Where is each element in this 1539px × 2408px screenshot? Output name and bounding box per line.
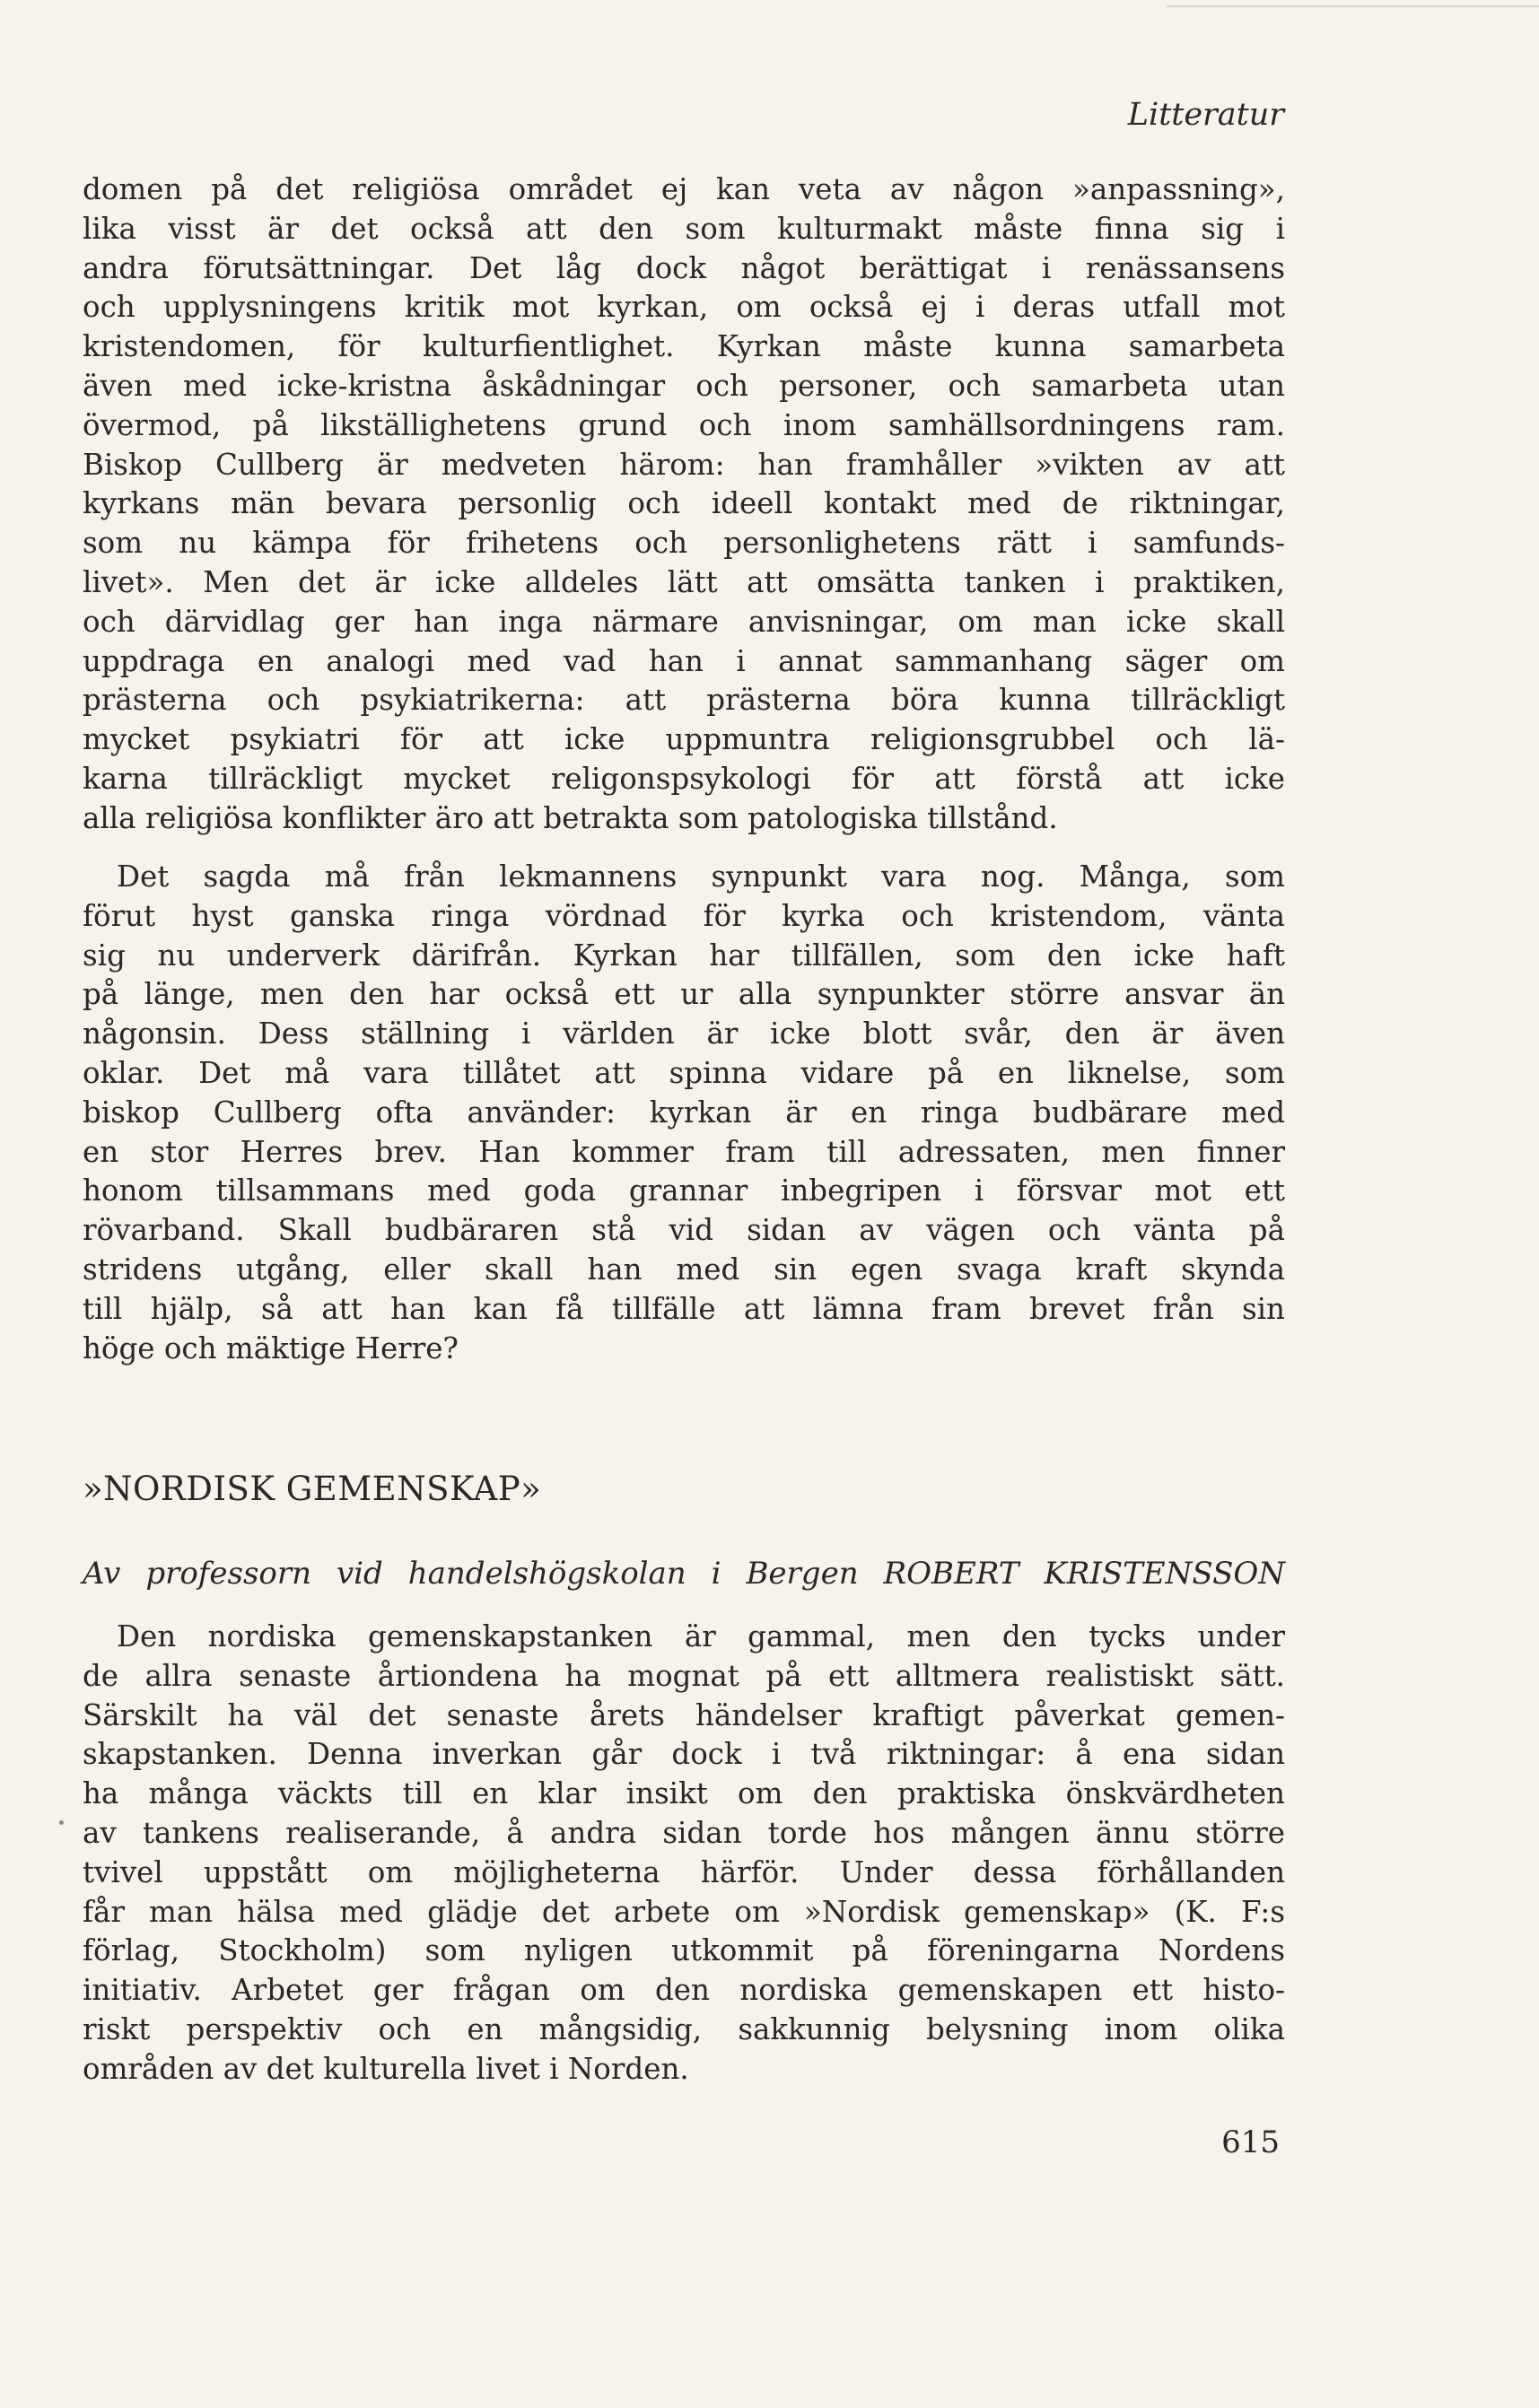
text-line: får man hälsa med glädje det arbete om »Nordisk gemenskap» (K. F:s <box>83 1894 1285 1929</box>
section-title: »NORDISK GEMENSKAP» <box>83 1470 542 1508</box>
text-line: lika visst är det också att den som kulturmakt måste finna sig i <box>83 211 1285 246</box>
page-number: 615 <box>1221 2124 1280 2160</box>
text-line: livet». Men det är icke alldeles lätt att omsätta tanken i praktiken, <box>83 564 1285 599</box>
text-line: kyrkans män bevara personlig och ideell kontakt med de riktningar, <box>83 486 1285 521</box>
text-line: en stor Herres brev. Han kommer fram till adressaten, men finner <box>83 1134 1285 1169</box>
print-speck <box>59 1820 64 1825</box>
text-line: områden av det kulturella livet i Norden. <box>83 2051 689 2086</box>
text-line: någonsin. Dess ställning i världen är icke blott svår, den är även <box>83 1016 1285 1051</box>
text-line: Biskop Cullberg är medveten härom: han framhåller »vikten av att <box>83 447 1285 482</box>
text-line: höge och mäktige Herre? <box>83 1331 459 1365</box>
text-line: och upplysningens kritik mot kyrkan, om också ej i deras utfall mot <box>83 290 1285 325</box>
text-line: initiativ. Arbetet ger frågan om den nordiska gemenskapen ett histo- <box>83 1973 1285 2008</box>
text-line: biskop Cullberg ofta använder: kyrkan är en ringa budbärare med <box>83 1095 1285 1130</box>
text-line: av tankens realiserande, å andra sidan torde hos mången ännu större <box>83 1815 1285 1850</box>
text-line: övermod, på likställighetens grund och inom samhällsordningens ram. <box>83 407 1285 442</box>
paragraph-1 <box>83 170 1285 839</box>
text-line: till hjälp, så att han kan få tillfälle att lämna fram brevet från sin <box>83 1291 1285 1326</box>
text-line: alla religiösa konflikter äro att betrakta som patologiska tillstånd. <box>83 800 1058 835</box>
author-byline: Av professorn vid handelshögskolan i Bergen ROBERT KRISTENSSON <box>83 1556 1285 1592</box>
paragraph-3 <box>83 1618 1285 2090</box>
text-line: skapstanken. Denna inverkan går dock i två riktningar: å ena sidan <box>83 1737 1285 1772</box>
text-line: även med icke-kristna åskådningar och personer, och samarbeta utan <box>83 368 1285 403</box>
text-line: och därvidlag ger han inga närmare anvisningar, om man icke skall <box>83 604 1285 639</box>
text-line: förut hyst ganska ringa vördnad för kyrka och kristendom, vänta <box>83 898 1285 933</box>
paragraph-2 <box>83 858 1285 1368</box>
text-line: riskt perspektiv och en mångsidig, sakkunnig belysning inom olika <box>83 2011 1285 2046</box>
text-line: som nu kämpa för frihetens och personlighetens rätt i samfunds- <box>83 526 1285 561</box>
text-line: Särskilt ha väl det senaste årets händelser kraftigt påverkat gemen- <box>83 1697 1285 1732</box>
text-line: Det sagda må från lekmannens synpunkt vara nog. Många, som <box>117 859 1285 894</box>
text-line: ha många väckts till en klar insikt om den praktiska önskvärdheten <box>83 1776 1285 1811</box>
text-line: sig nu underverk därifrån. Kyrkan har tillfällen, som den icke haft <box>83 938 1285 973</box>
running-head: Litteratur <box>1127 97 1284 133</box>
page-edge-rule <box>1167 5 1539 7</box>
text-line: förlag, Stockholm) som nyligen utkommit på föreningarna Nordens <box>83 1933 1285 1968</box>
text-line: Den nordiska gemenskapstanken är gammal, men den tycks under <box>117 1619 1285 1653</box>
text-line: de allra senaste årtiondena ha mognat på ett alltmera realistiskt sätt. <box>83 1658 1285 1693</box>
text-line: mycket psykiatri för att icke uppmuntra religionsgrubbel och lä- <box>83 722 1285 757</box>
text-line: karna tillräckligt mycket religonspsykologi för att förstå att icke <box>83 761 1285 796</box>
text-line: oklar. Det må vara tillåtet att spinna vidare på en liknelse, som <box>83 1055 1285 1090</box>
text-line: andra förutsättningar. Det låg dock något berättigat i renässansens <box>83 250 1285 285</box>
text-line: rövarband. Skall budbäraren stå vid sidan av vägen och vänta på <box>83 1213 1285 1248</box>
text-line: honom tillsammans med goda grannar inbegripen i försvar mot ett <box>83 1173 1285 1208</box>
text-line: tvivel uppstått om möjligheterna härför. Under dessa förhållanden <box>83 1854 1285 1889</box>
text-line: uppdraga en analogi med vad han i annat sammanhang säger om <box>83 643 1285 678</box>
text-line: prästerna och psykiatrikerna: att prästerna böra kunna tillräckligt <box>83 683 1285 718</box>
text-line: domen på det religiösa området ej kan veta av någon »anpassning», <box>83 172 1285 206</box>
text-line: stridens utgång, eller skall han med sin egen svaga kraft skynda <box>83 1252 1285 1287</box>
text-line: kristendomen, för kulturfientlighet. Kyrkan måste kunna samarbeta <box>83 329 1285 364</box>
text-line: på länge, men den har också ett ur alla synpunkter större ansvar än <box>83 977 1285 1012</box>
